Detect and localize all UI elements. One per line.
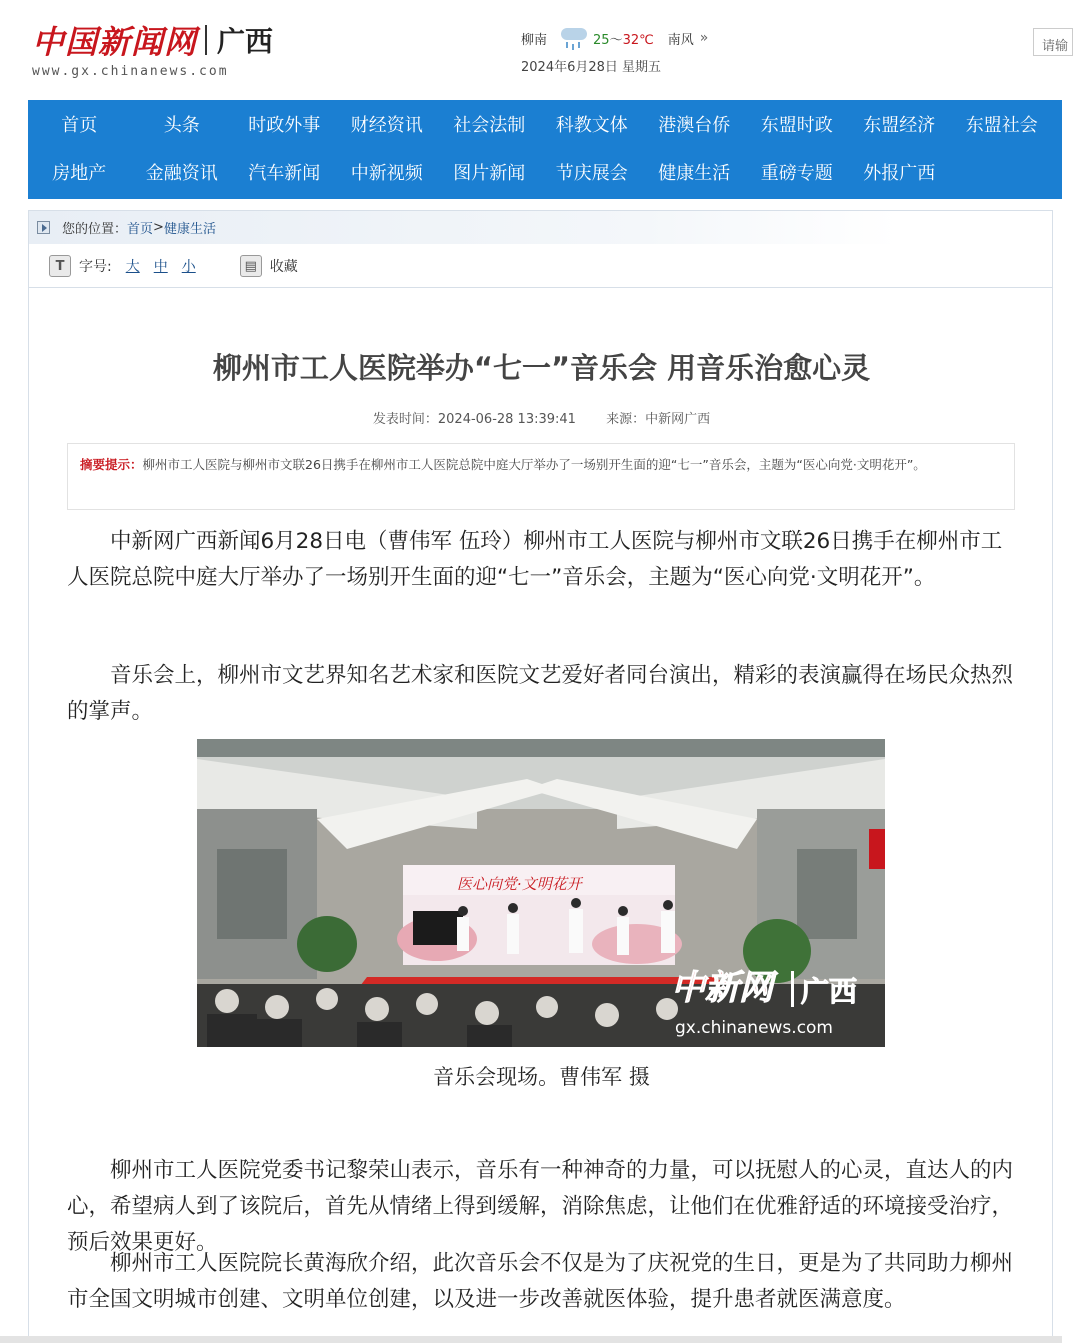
article-paragraph: 柳州市工人医院院长黄海欣介绍，此次音乐会不仅是为了庆祝党的生日，更是为了共同助力柳州市全国文明城市创建、文明单位创建，以及进一步改善就医体验，提升患者就医满意度。 — [67, 1251, 1014, 1312]
horizontal-scrollbar[interactable] — [0, 1336, 1062, 1343]
current-date: 2024年6月28日 星期五 — [521, 60, 662, 75]
svg-text:医心向党·文明花开: 医心向党·文明花开 — [457, 875, 582, 893]
weather-widget — [521, 24, 741, 75]
nav-item[interactable]: 港澳台侨 — [658, 115, 731, 136]
favorite-label: 收藏 — [269, 259, 298, 275]
nav-item[interactable]: 头条 — [163, 115, 200, 136]
svg-text:中新网: 中新网 — [671, 968, 773, 1008]
search-input[interactable]: 请输 — [1033, 28, 1073, 56]
bookmark-icon: ▤ — [240, 255, 262, 277]
rain-cloud-icon — [557, 24, 591, 52]
breadcrumb-section[interactable]: 健康生活 — [163, 222, 216, 237]
nav-item[interactable]: 金融资讯 — [145, 163, 218, 184]
photo-caption: 音乐会现场。曹伟军 摄 — [433, 1065, 650, 1089]
summary-text: 柳州市工人医院与柳州市文联26日携手在柳州市工人医院总院中庭大厅举办了一场别开生面的迎“七一”音乐会，主题为“医心向党·文明花开”。 — [142, 457, 926, 472]
weather-more-icon[interactable]: » — [699, 30, 709, 46]
font-size-large-link[interactable]: 大 — [125, 259, 140, 275]
nav-item[interactable]: 中新视频 — [350, 163, 423, 184]
weather-city[interactable]: 柳南 — [521, 32, 548, 48]
article-paragraph: 音乐会上，柳州市文艺界知名艺术家和医院文艺爱好者同台演出，精彩的表演赢得在场民众热烈的掌声。 — [67, 663, 1014, 724]
breadcrumb-separator: > — [153, 220, 164, 235]
article-paragraph: 柳州市工人医院党委书记黎荣山表示，音乐有一种神奇的力量，可以抚慰人的心灵，直达人的内心，希望病人到了该院后，首先从情绪上得到缓解，消除焦虑，让他们在优雅舒适的环境接受治疗，预后效果更好。 — [67, 1158, 1014, 1255]
breadcrumb-prefix: 您的位置： — [62, 222, 128, 237]
nav-item[interactable]: 房地产 — [52, 163, 107, 184]
weather-wind: 南风 — [667, 32, 694, 48]
nav-item[interactable]: 节庆展会 — [555, 163, 628, 184]
weather-temperature: 25～32℃ — [593, 32, 654, 48]
font-size-small-link[interactable]: 小 — [181, 259, 196, 275]
nav-item[interactable]: 首页 — [61, 115, 98, 136]
summary-label: 摘要提示： — [80, 457, 143, 472]
nav-item[interactable]: 汽车新闻 — [248, 163, 321, 184]
nav-item[interactable]: 东盟经济 — [863, 115, 936, 136]
article-tools — [29, 244, 1052, 288]
svg-text:gx.chinanews.com: gx.chinanews.com — [675, 1018, 833, 1038]
svg-text:广西: 广西 — [801, 975, 858, 1008]
font-size-icon: T — [49, 255, 71, 277]
breadcrumb-home[interactable]: 首页 — [127, 222, 154, 237]
site-logo[interactable] — [32, 20, 282, 82]
logo-text: 中国新闻网 — [32, 23, 198, 61]
article-meta — [29, 408, 1054, 427]
nav-item[interactable]: 图片新闻 — [453, 163, 526, 184]
nav-item[interactable]: 外报广西 — [863, 163, 936, 184]
article-paragraph: 中新网广西新闻6月28日电（曹伟军 伍玲）柳州市工人医院与柳州市文联26日携手在柳州市工人医院总院中庭大厅举办了一场别开生面的迎“七一”音乐会，主题为“医心向党·文明花开”。 — [67, 529, 1003, 590]
location-toolbar — [28, 210, 1053, 288]
nav-item[interactable]: 东盟时政 — [760, 115, 833, 136]
play-arrow-icon — [37, 221, 50, 234]
concert-photo-illustration — [197, 739, 885, 1047]
nav-item[interactable]: 东盟社会 — [965, 115, 1038, 136]
nav-item[interactable]: 社会法制 — [453, 115, 526, 136]
logo-url: www.gx.chinanews.com — [32, 64, 229, 79]
font-size-label: 字号: — [79, 259, 112, 275]
article-body — [28, 287, 1053, 1343]
nav-item[interactable]: 时政外事 — [248, 115, 321, 136]
logo-divider — [205, 25, 207, 55]
article-title: 柳州市工人医院举办“七一”音乐会 用音乐治愈心灵 — [212, 351, 871, 385]
nav-item[interactable]: 健康生活 — [658, 163, 731, 184]
breadcrumb — [29, 211, 1052, 244]
nav-row-primary — [28, 100, 1062, 148]
article-photo[interactable] — [197, 739, 885, 1047]
article-source: 来源：中新网广西 — [606, 412, 711, 427]
font-size-medium-link[interactable]: 中 — [153, 259, 168, 275]
nav-item[interactable]: 科教文体 — [555, 115, 628, 136]
logo-region: 广西 — [217, 25, 274, 58]
publish-time: 发表时间：2024-06-28 13:39:41 — [372, 412, 576, 427]
main-nav — [28, 100, 1062, 199]
favorite-button[interactable] — [240, 255, 298, 277]
nav-item[interactable]: 重磅专题 — [760, 163, 833, 184]
site-header — [0, 0, 1069, 100]
nav-row-secondary — [28, 148, 1062, 196]
summary-box — [67, 443, 1015, 510]
nav-item[interactable]: 财经资讯 — [350, 115, 423, 136]
